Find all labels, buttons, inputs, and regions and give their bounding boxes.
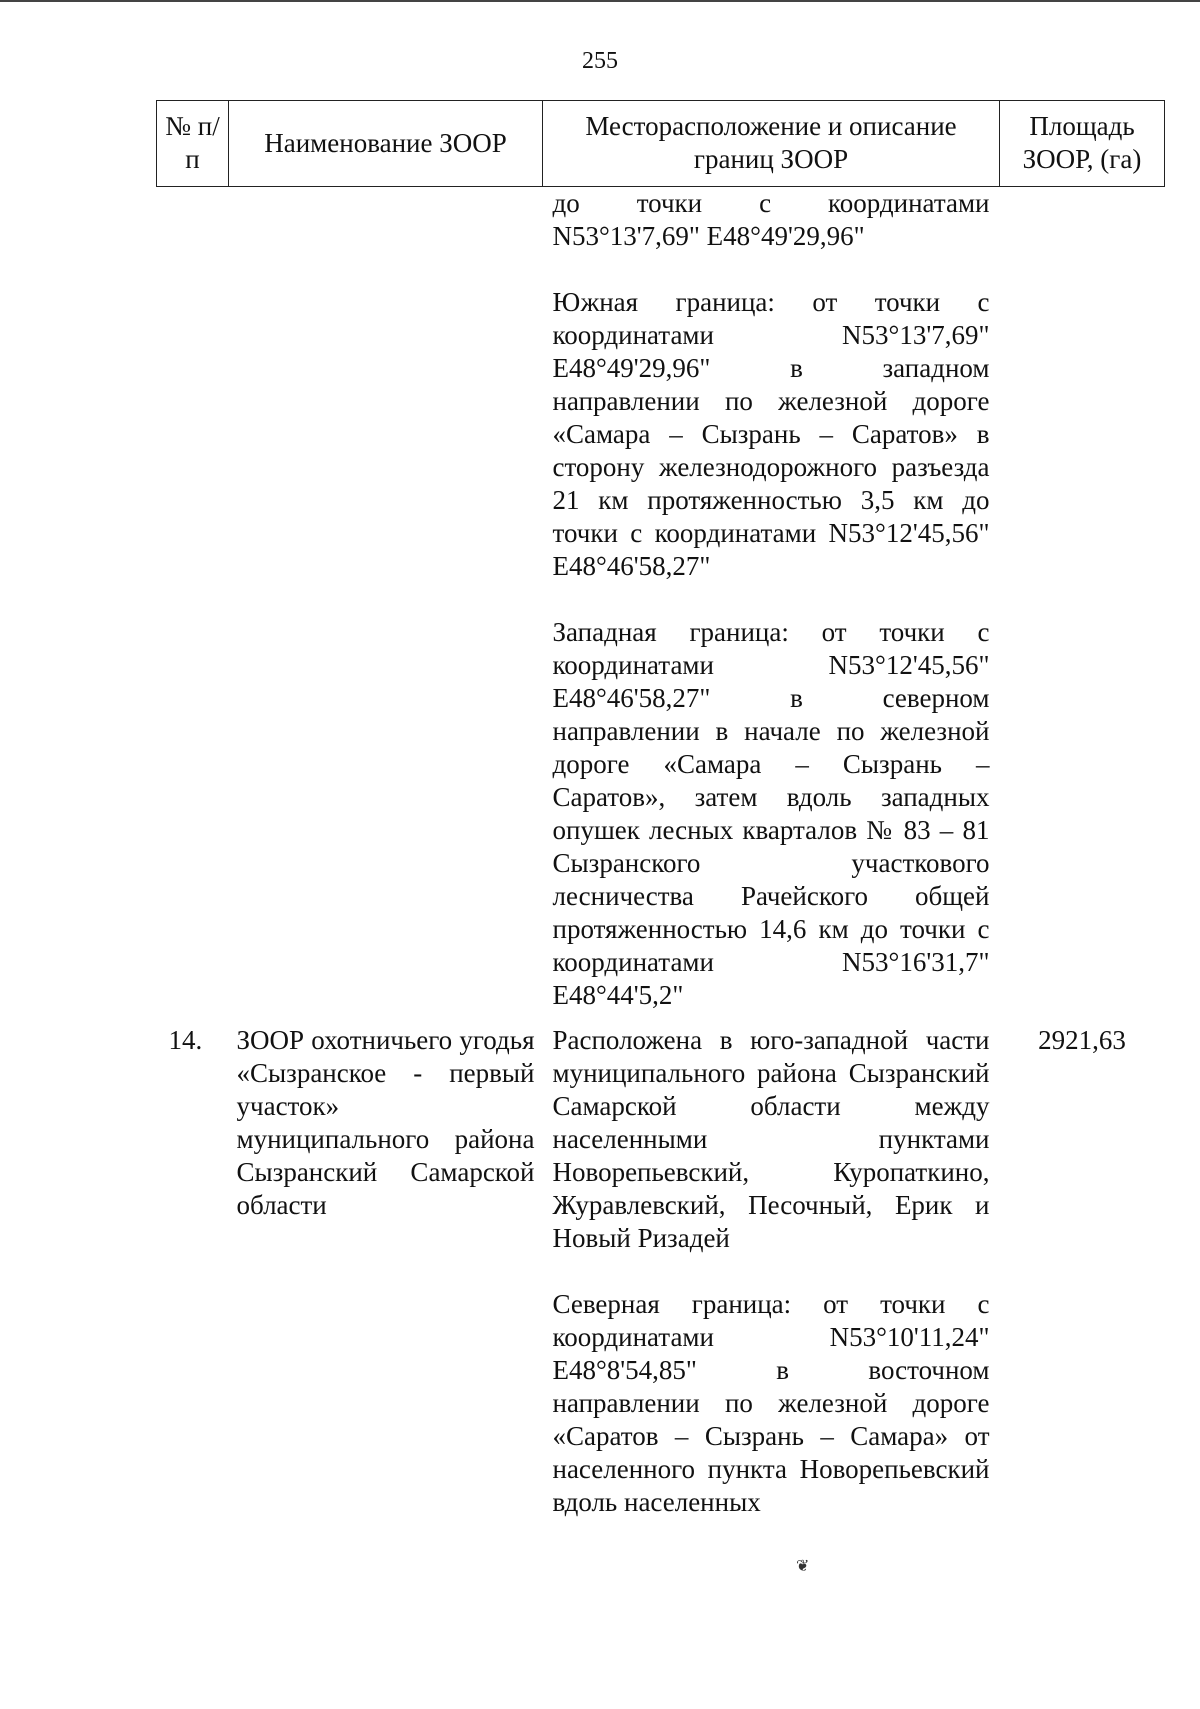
cell-area-empty (1000, 187, 1165, 1013)
header-name: Наименование ЗООР (229, 101, 543, 187)
header-number: № п/п (157, 101, 229, 187)
cell-number: 14. (168, 1025, 203, 1055)
location-paragraph-north-border: Северная граница: от точки с координатами N53°10'11,24" E48°8'54,85" в восточном направлении по железной дороге «Саратов – Сызрань – Самара» от населенного пункта Новорепьевский вдоль населенных (552, 1289, 990, 1517)
table-row-continuation (157, 187, 1165, 1013)
cell-number-empty (157, 187, 229, 1013)
header-location: Месторасположение и описание границ ЗООР (543, 101, 1000, 187)
table-body (157, 187, 1165, 1520)
cell-location (543, 1012, 1000, 1519)
continuation-paragraph-end-point: до точки с координатами N53°13'7,69" E48°49'29,96" (552, 188, 990, 251)
page-number: 255 (582, 48, 618, 74)
table-header-row (157, 101, 1165, 187)
scan-speck-mark: ❦ (796, 1558, 810, 1575)
table-header (157, 101, 1165, 187)
cell-name-empty (229, 187, 543, 1013)
cell-location-continuation (543, 187, 1000, 1013)
cell-name: ЗООР охотничьего угодья «Сызранское - первый участок» муниципального района Сызранский Самарской области (236, 1025, 535, 1220)
zoor-table (156, 100, 1165, 1519)
cell-area: 2921,63 (1038, 1025, 1126, 1055)
continuation-paragraph-south-border: Южная граница: от точки с координатами N53°13'7,69" E48°49'29,96" в западном направлении по железной дороге «Самара – Сызрань – Саратов» в сторону железнодорожного разъезда 21 км протяженностью 3,5 км до точки с координатами N53°12'45,56" E48°46'58,27" (552, 287, 990, 581)
table-row-14 (157, 1012, 1165, 1519)
page-top-edge (0, 0, 1200, 2)
location-paragraph-overview: Расположена в юго-западной части муниципального района Сызранский Самарской области между населенными пунктами Новорепьевский, Куропаткино, Журавлевский, Песочный, Ерик и Новый Ризадей (552, 1025, 990, 1253)
continuation-paragraph-west-border: Западная граница: от точки с координатами N53°12'45,56" E48°46'58,27" в северном направлении в начале по железной дороге «Самара – Сызрань – Саратов», затем вдоль западных опушек лесных кварталов № 83 – 81 Сызранского участкового лесничества Рачейского общей протяженностью 14,6 км до точки с координатами N53°16'31,7" E48°44'5,2" (552, 617, 990, 1010)
header-area: Площадь ЗООР, (га) (1000, 101, 1165, 187)
